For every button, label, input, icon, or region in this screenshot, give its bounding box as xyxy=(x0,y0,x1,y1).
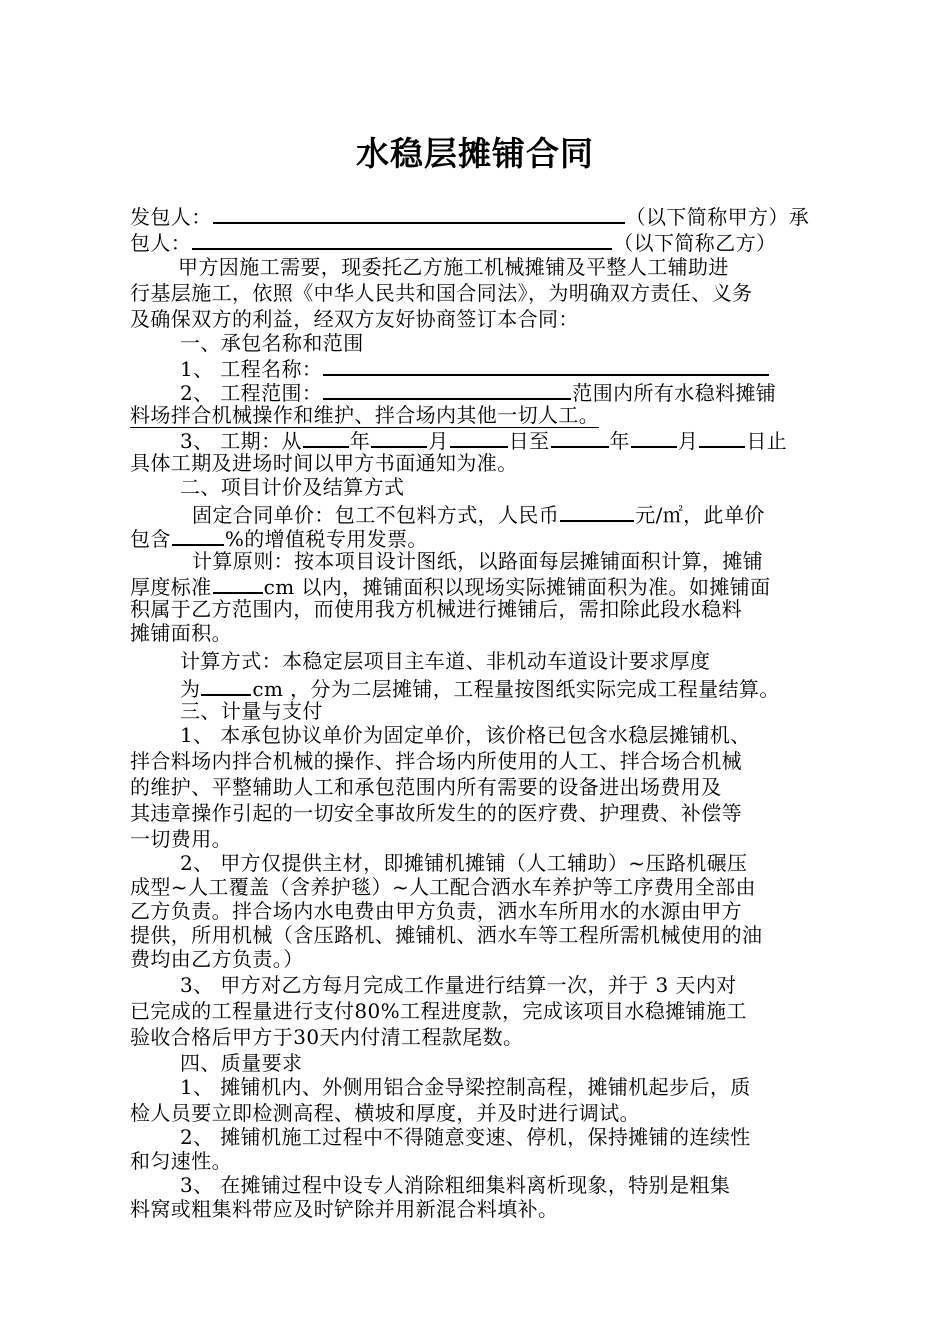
unit-price-blank xyxy=(560,500,634,522)
thickness-suffix: cm 以内，摊铺面积以现场实际摊铺面积为准。如摊铺面 xyxy=(263,575,771,598)
paragraph-line: 及确保双方的利益，经双方友好协商签订本合同： xyxy=(130,307,579,331)
contractor-blank xyxy=(192,228,612,250)
project-scope-continued: 料场拌合机械操作和维护、拌合场内其他一切人工。 xyxy=(130,403,600,427)
design-thickness-suffix: cm ，分为二层摊铺，工程量按图纸实际完成工程量结算。 xyxy=(252,677,780,700)
paragraph-line: 3、 在摊铺过程中设专人消除粗细集料离析现象，特别是粗集 xyxy=(180,1173,731,1197)
line-contractor xyxy=(130,228,830,254)
end-day-blank xyxy=(699,426,745,448)
project-name-blank xyxy=(323,354,769,376)
project-name-label: 1、 工程名称： xyxy=(180,357,323,380)
line-duration xyxy=(180,426,830,452)
line-project-scope xyxy=(180,378,830,404)
design-thickness-blank xyxy=(201,674,251,696)
design-thickness-label: 为 xyxy=(180,677,201,700)
tax-suffix: %的增值税专用发票。 xyxy=(224,527,428,550)
duration-label: 3、 工期：从 xyxy=(180,429,302,452)
month-label: 月 xyxy=(428,429,449,452)
section-heading: 一、承包名称和范围 xyxy=(180,331,364,355)
unit-price-label: 固定合同单价：包工不包料方式，人民币 xyxy=(192,503,560,526)
contractor-suffix: （以下简称乙方） xyxy=(613,231,777,254)
start-year-blank xyxy=(303,426,349,448)
end-month-blank xyxy=(631,426,677,448)
section-heading: 四、质量要求 xyxy=(180,1051,303,1075)
paragraph-line: 一切费用。 xyxy=(130,827,232,851)
paragraph-line: 检人员要立即检测高程、横坡和厚度，并及时进行调试。 xyxy=(130,1101,640,1125)
thickness-label: 厚度标准 xyxy=(130,575,212,598)
paragraph-line: 验收合格后甲方于30天内付清工程款尾数。 xyxy=(130,1025,524,1049)
tax-rate-blank xyxy=(172,524,224,546)
unit-price-suffix: 元/㎡，此单价 xyxy=(635,503,765,526)
paragraph-line: 已完成的工程量进行支付80%工程进度款，完成该项目水稳摊铺施工 xyxy=(130,999,747,1023)
end-year-blank xyxy=(551,426,609,448)
day-end-label: 日止 xyxy=(746,429,788,452)
paragraph-line: 成型~人工覆盖（含养护毯）~人工配合洒水车养护等工序费用全部由 xyxy=(130,875,756,899)
project-scope-blank xyxy=(323,378,571,400)
paragraph-line: 料窝或粗集料带应及时铲除并用新混合料填补。 xyxy=(130,1197,559,1221)
line-project-name xyxy=(180,354,830,380)
paragraph-line: 甲方因施工需要，现委托乙方施工机械摊铺及平整人工辅助进 xyxy=(178,255,729,279)
project-scope-text: 范围内所有水稳料摊铺 xyxy=(572,381,777,404)
start-month-blank xyxy=(371,426,427,448)
paragraph-line: 2、 摊铺机施工过程中不得随意变速、停机，保持摊铺的连续性 xyxy=(180,1125,751,1149)
paragraph-line: 乙方负责。拌合场内水电费由甲方负责，洒水车所用水的水源由甲方 xyxy=(130,899,742,923)
paragraph-line: 的维护、平整辅助人工和承包范围内所有需要的设备进出场费用及 xyxy=(130,775,722,799)
line-unit-price xyxy=(192,500,830,526)
document-title: 水稳层摊铺合同 xyxy=(356,134,594,173)
line-employer xyxy=(130,202,830,228)
paragraph-line: 计算原则：按本项目设计图纸，以路面每层摊铺面积计算，摊铺 xyxy=(192,549,764,573)
line-design-thickness xyxy=(180,674,830,700)
paragraph-line: 费均由乙方负责。） xyxy=(130,947,304,971)
employer-label: 发包人： xyxy=(130,205,212,228)
project-scope-label: 2、 工程范围： xyxy=(180,381,323,404)
paragraph-line: 具体工期及进场时间以甲方书面通知为准。 xyxy=(130,451,518,475)
section-heading: 二、项目计价及结算方式 xyxy=(180,475,405,499)
paragraph-line: 摊铺面积。 xyxy=(130,621,232,645)
day-to-label: 日至 xyxy=(508,429,550,452)
contractor-label: 包人： xyxy=(130,231,192,254)
paragraph-line: 1、 本承包协议单价为固定单价，该价格已包含水稳层摊铺机、 xyxy=(180,723,751,747)
paragraph-line: 计算方式：本稳定层项目主车道、非机动车道设计要求厚度 xyxy=(180,649,711,673)
paragraph-line: 拌合料场内拌合机械的操作、拌合场内所使用的人工、拌合场合机械 xyxy=(130,749,742,773)
paragraph-line: 积属于乙方范围内，而使用我方机械进行摊铺后，需扣除此段水稳料 xyxy=(130,597,742,621)
year-label: 年 xyxy=(349,429,371,452)
year-label: 年 xyxy=(609,429,630,452)
employer-suffix: （以下简称甲方）承 xyxy=(625,205,810,228)
paragraph-line: 2、 甲方仅提供主材，即摊铺机摊铺（人工辅助）~压路机碾压 xyxy=(180,851,748,875)
start-day-blank xyxy=(450,426,508,448)
paragraph-line: 行基层施工，依照《中华人民共和国合同法》，为明确双方责任、义务 xyxy=(130,281,753,305)
section-heading: 三、计量与支付 xyxy=(180,699,323,723)
employer-blank xyxy=(213,202,625,224)
paragraph-line: 其违章操作引起的一切安全事故所发生的的医疗费、护理费、补偿等 xyxy=(130,801,742,825)
line-tax xyxy=(130,524,830,550)
paragraph-line: 提供，所用机械（含压路机、摊铺机、洒水车等工程所需机械使用的油 xyxy=(130,923,763,947)
paragraph-line xyxy=(130,402,830,428)
thickness-blank xyxy=(213,572,263,594)
paragraph-line: 3、 甲方对乙方每月完成工作量进行结算一次，并于 3 天内对 xyxy=(180,973,737,997)
paragraph-line: 1、 摊铺机内、外侧用铝合金导梁控制高程，摊铺机起步后，质 xyxy=(180,1075,751,1099)
tax-label: 包含 xyxy=(130,527,171,550)
line-thickness xyxy=(130,572,830,598)
month-label: 月 xyxy=(677,429,699,452)
paragraph-line: 和匀速性。 xyxy=(130,1149,232,1173)
